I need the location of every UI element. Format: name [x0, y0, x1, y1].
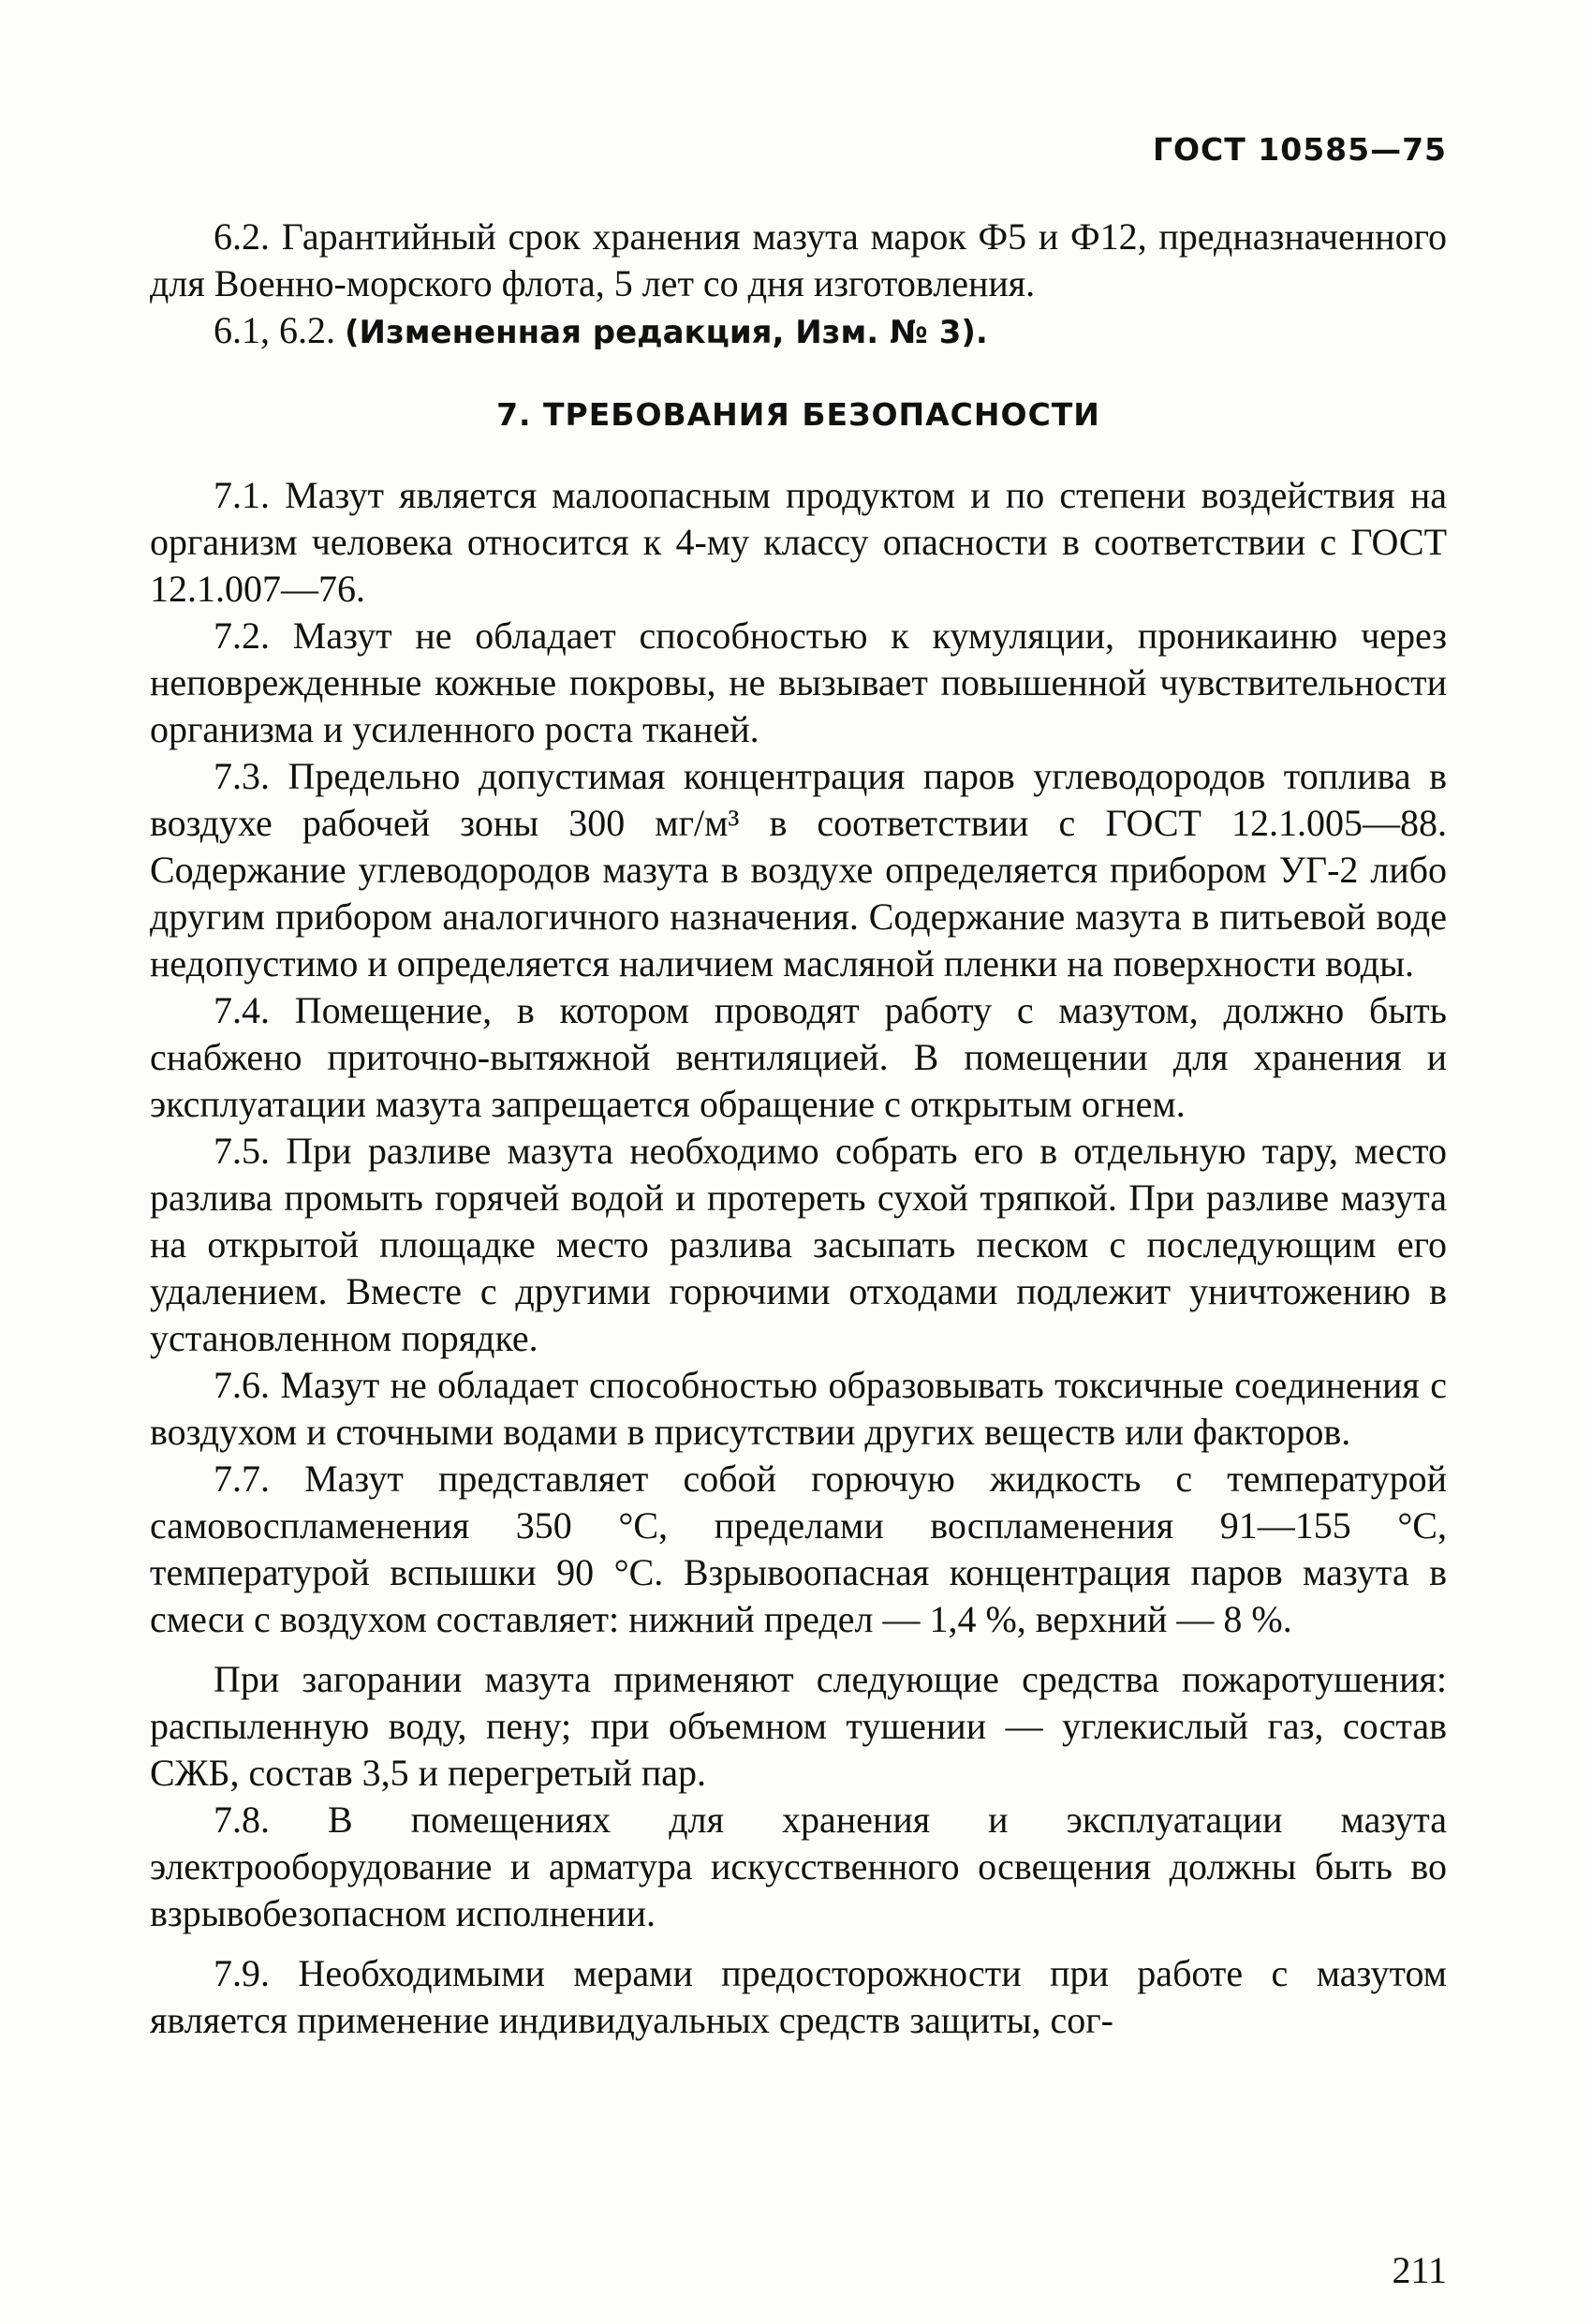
paragraph-7-7: 7.7. Мазут представляет собой горючую жидкость с температурой самовоспламенения 350 °С, пределами воспламенения 91—155 °С, температурой вспышки 90 °С. Взрывоопасная концентрация паров мазута в смеси с воздухом составляет: нижний предел — 1,4 %, верхний — 8 %. — [150, 1458, 1447, 1640]
paragraph-7-8: 7.8. В помещениях для хранения и эксплуатации мазута электрооборудование и арматура искусственного освещения должны быть во взрывобезопасном исполнении. — [150, 1799, 1447, 1934]
paragraph-7-9: 7.9. Необходимыми мерами предосторожности при работе с мазутом является применение индивидуальных средств защиты, сог- — [150, 1952, 1447, 2041]
paragraph-fire-extinguishing: При загорании мазута применяют следующие средства пожаротушения: распыленную воду, пену; при объемном тушении — углекислый газ, состав СЖБ, состав 3,5 и перегретый пар. — [150, 1658, 1447, 1794]
paragraph-7-6: 7.6. Мазут не обладает способностью образовывать токсичные соединения с воздухом и сточными водами в присутствии других веществ или факторов. — [150, 1364, 1447, 1453]
paragraph-7-4: 7.4. Помещение, в котором проводят работу с мазутом, должно быть снабжено приточно-вытяжной вентиляцией. В помещении для хранения и эксплуатации мазута запрещается обращение с открытым огнем. — [150, 989, 1447, 1125]
paragraph-7-1: 7.1. Мазут является малоопасным продуктом и по степени воздействия на организм человека относится к 4-му классу опасности в соответствии с ГОСТ 12.1.007—76. — [150, 474, 1447, 610]
amendment-bold: (Измененная редакция, Изм. № 3). — [345, 314, 988, 351]
paragraph-7-5: 7.5. При разливе мазута необходимо собрать его в отдельную тару, место разлива промыть горячей водой и протереть сухой тряпкой. При разливе мазута на открытой площадке место разлива засыпать песком с последующим его удалением. Вместе с другими горючими отходами подлежит уничтожению в установленном порядке. — [150, 1130, 1447, 1359]
paragraph-7-3: 7.3. Предельно допустимая концентрация паров углеводородов топлива в воздухе рабочей зоны 300 мг/м³ в соответствии с ГОСТ 12.1.005—88. Содержание углеводородов мазута в воздухе определяется прибором УГ-2 либо другим прибором аналогичного назначения. Содержание мазута в питьевой воде недопустимо и определяется наличием масляной пленки на поверхности воды. — [150, 755, 1447, 984]
section-title: 7. ТРЕБОВАНИЯ БЕЗОПАСНОСТИ — [496, 396, 1100, 433]
document-header: ГОСТ 10585—75 — [1152, 131, 1447, 168]
document-body — [150, 214, 1447, 2044]
amendment-prefix: 6.1, 6.2. — [214, 309, 345, 351]
amendment-note — [150, 307, 1447, 356]
paragraph-7-2: 7.2. Мазут не обладает способностью к кумуляции, проникаиню через неповрежденные кожные покровы, не вызывает повышенной чувствительности организма и усиленного роста тканей. — [150, 614, 1447, 750]
paragraph-6-2: 6.2. Гарантийный срок хранения мазута марок Ф5 и Ф12, предназначенного для Военно-морского флота, 5 лет со дня изготовления. — [150, 215, 1447, 304]
page-number: 211 — [1392, 2249, 1447, 2291]
